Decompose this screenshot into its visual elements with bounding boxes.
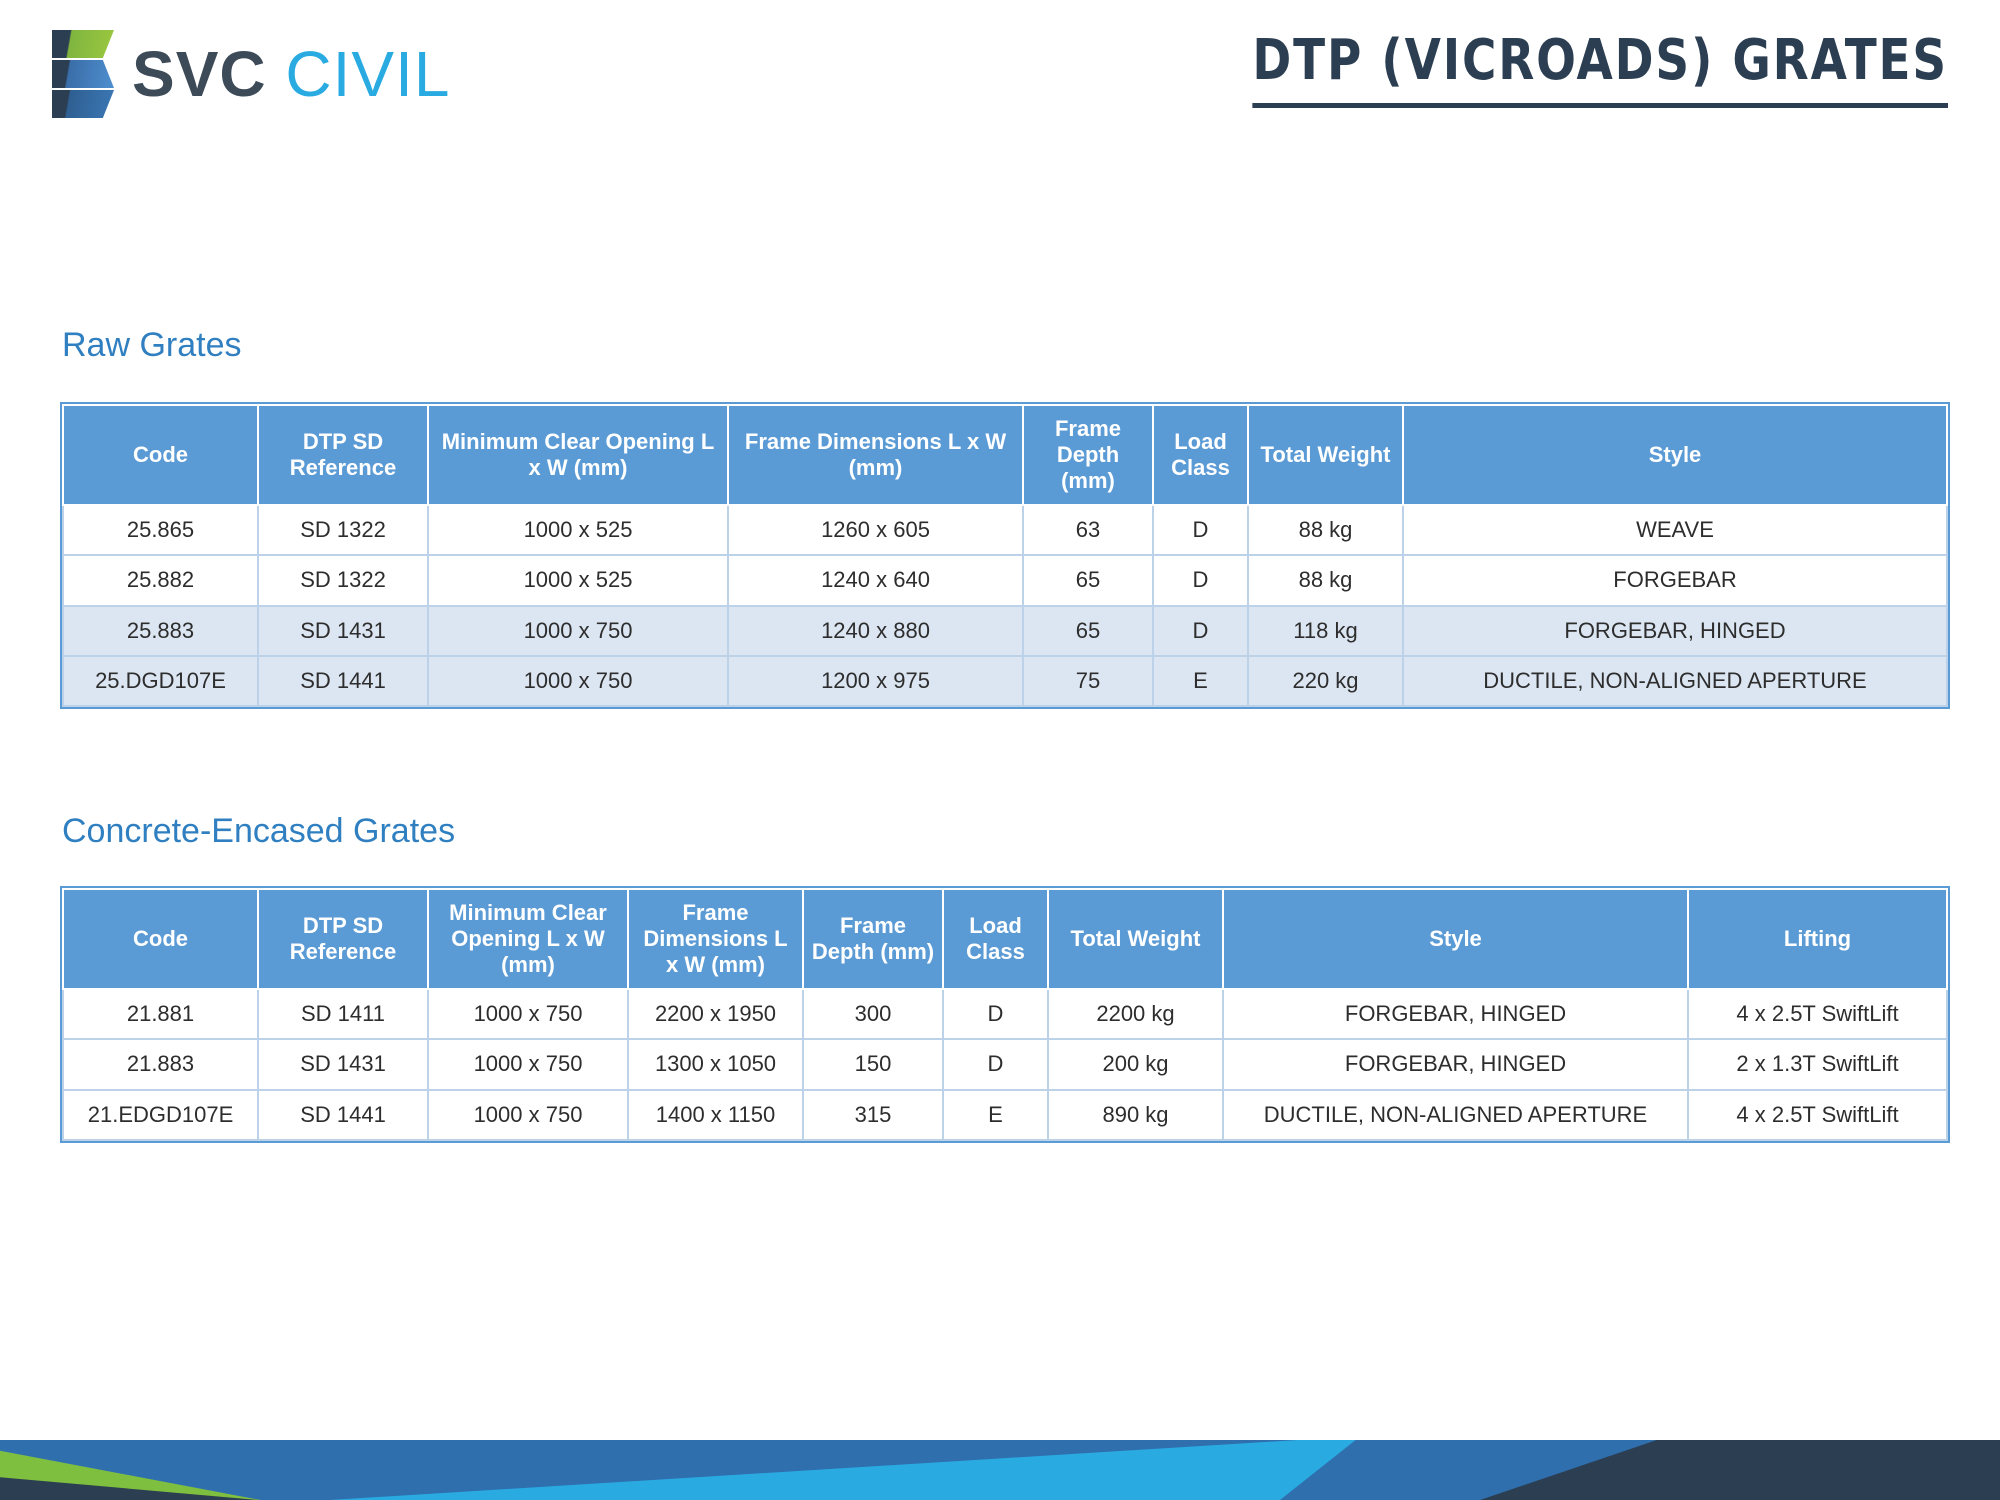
cell-dtp-sd-reference: SD 1441 <box>258 656 428 706</box>
cell-minimum-clear-opening: 1000 x 525 <box>428 555 728 605</box>
column-header-style: Style <box>1403 405 1947 505</box>
column-header-load-class: Load Class <box>1153 405 1248 505</box>
cell-load-class: D <box>943 1039 1048 1089</box>
cell-style: FORGEBAR <box>1403 555 1947 605</box>
cell-minimum-clear-opening: 1000 x 750 <box>428 1039 628 1089</box>
cell-dtp-sd-reference: SD 1441 <box>258 1090 428 1140</box>
cell-load-class: D <box>1153 505 1248 555</box>
table-row <box>63 555 1947 605</box>
page-header <box>0 0 2000 160</box>
cell-total-weight: 220 kg <box>1248 656 1403 706</box>
footer-ribbon <box>0 1440 2000 1500</box>
cell-code: 25.882 <box>63 555 258 605</box>
brand-name-civil: CIVIL <box>285 38 451 110</box>
cell-minimum-clear-opening: 1000 x 750 <box>428 1090 628 1140</box>
cell-frame-dimensions: 1240 x 880 <box>728 606 1023 656</box>
svc-stacked-bars-logo-icon <box>52 30 114 118</box>
cell-dtp-sd-reference: SD 1322 <box>258 505 428 555</box>
brand-name-svc: SVC <box>132 38 267 110</box>
column-header-minimum-clear-opening: Minimum Clear Opening L x W (mm) <box>428 405 728 505</box>
table-row <box>63 1039 1947 1089</box>
cell-frame-dimensions: 1260 x 605 <box>728 505 1023 555</box>
cell-dtp-sd-reference: SD 1431 <box>258 1039 428 1089</box>
cell-load-class: D <box>943 989 1048 1039</box>
section-title-raw-grates: Raw Grates <box>62 326 242 364</box>
cell-lifting: 2 x 1.3T SwiftLift <box>1688 1039 1947 1089</box>
cell-frame-depth: 75 <box>1023 656 1153 706</box>
cell-frame-dimensions: 1300 x 1050 <box>628 1039 803 1089</box>
cell-code: 21.883 <box>63 1039 258 1089</box>
cell-total-weight: 200 kg <box>1048 1039 1223 1089</box>
cell-lifting: 4 x 2.5T SwiftLift <box>1688 989 1947 1039</box>
column-header-frame-dimensions: Frame Dimensions L x W (mm) <box>728 405 1023 505</box>
cell-total-weight: 890 kg <box>1048 1090 1223 1140</box>
cell-total-weight: 118 kg <box>1248 606 1403 656</box>
column-header-style: Style <box>1223 889 1688 989</box>
cell-style: DUCTILE, NON-ALIGNED APERTURE <box>1403 656 1947 706</box>
section-title-concrete-encased-grates: Concrete-Encased Grates <box>62 812 456 850</box>
cell-frame-dimensions: 1240 x 640 <box>728 555 1023 605</box>
cell-load-class: E <box>943 1090 1048 1140</box>
cell-frame-dimensions: 1400 x 1150 <box>628 1090 803 1140</box>
column-header-frame-dimensions: Frame Dimensions L x W (mm) <box>628 889 803 989</box>
column-header-total-weight: Total Weight <box>1248 405 1403 505</box>
column-header-dtp-sd-reference: DTP SD Reference <box>258 889 428 989</box>
brand-logo <box>52 30 450 118</box>
cell-frame-dimensions: 2200 x 1950 <box>628 989 803 1039</box>
cell-frame-depth: 63 <box>1023 505 1153 555</box>
cell-code: 25.865 <box>63 505 258 555</box>
cell-total-weight: 88 kg <box>1248 555 1403 605</box>
brand-wordmark <box>132 38 451 110</box>
cell-frame-depth: 300 <box>803 989 943 1039</box>
table-row <box>63 989 1947 1039</box>
cell-code: 25.883 <box>63 606 258 656</box>
cell-minimum-clear-opening: 1000 x 750 <box>428 656 728 706</box>
cell-total-weight: 2200 kg <box>1048 989 1223 1039</box>
cell-frame-depth: 150 <box>803 1039 943 1089</box>
column-header-minimum-clear-opening: Minimum Clear Opening L x W (mm) <box>428 889 628 989</box>
table-row <box>63 656 1947 706</box>
cell-style: FORGEBAR, HINGED <box>1403 606 1947 656</box>
cell-dtp-sd-reference: SD 1431 <box>258 606 428 656</box>
column-header-lifting: Lifting <box>1688 889 1947 989</box>
cell-style: FORGEBAR, HINGED <box>1223 1039 1688 1089</box>
cell-total-weight: 88 kg <box>1248 505 1403 555</box>
table-header-row <box>63 405 1947 505</box>
table-header-row <box>63 889 1947 989</box>
cell-minimum-clear-opening: 1000 x 525 <box>428 505 728 555</box>
cell-frame-dimensions: 1200 x 975 <box>728 656 1023 706</box>
cell-frame-depth: 65 <box>1023 555 1153 605</box>
cell-frame-depth: 65 <box>1023 606 1153 656</box>
cell-frame-depth: 315 <box>803 1090 943 1140</box>
cell-load-class: E <box>1153 656 1248 706</box>
column-header-frame-depth: Frame Depth (mm) <box>1023 405 1153 505</box>
cell-lifting: 4 x 2.5T SwiftLift <box>1688 1090 1947 1140</box>
column-header-dtp-sd-reference: DTP SD Reference <box>258 405 428 505</box>
concrete-encased-grates-table <box>62 888 1948 1141</box>
cell-code: 21.881 <box>63 989 258 1039</box>
raw-grates-table <box>62 404 1948 707</box>
cell-style: FORGEBAR, HINGED <box>1223 989 1688 1039</box>
cell-style: DUCTILE, NON-ALIGNED APERTURE <box>1223 1090 1688 1140</box>
table-row <box>63 1090 1947 1140</box>
cell-dtp-sd-reference: SD 1411 <box>258 989 428 1039</box>
cell-load-class: D <box>1153 555 1248 605</box>
cell-code: 21.EDGD107E <box>63 1090 258 1140</box>
cell-style: WEAVE <box>1403 505 1947 555</box>
table-row <box>63 505 1947 555</box>
column-header-load-class: Load Class <box>943 889 1048 989</box>
cell-code: 25.DGD107E <box>63 656 258 706</box>
cell-minimum-clear-opening: 1000 x 750 <box>428 989 628 1039</box>
column-header-code: Code <box>63 889 258 989</box>
cell-dtp-sd-reference: SD 1322 <box>258 555 428 605</box>
cell-load-class: D <box>1153 606 1248 656</box>
column-header-code: Code <box>63 405 258 505</box>
cell-minimum-clear-opening: 1000 x 750 <box>428 606 728 656</box>
page-title: DTP (VICROADS) GRATES <box>1252 28 1948 108</box>
column-header-total-weight: Total Weight <box>1048 889 1223 989</box>
table-row <box>63 606 1947 656</box>
column-header-frame-depth: Frame Depth (mm) <box>803 889 943 989</box>
